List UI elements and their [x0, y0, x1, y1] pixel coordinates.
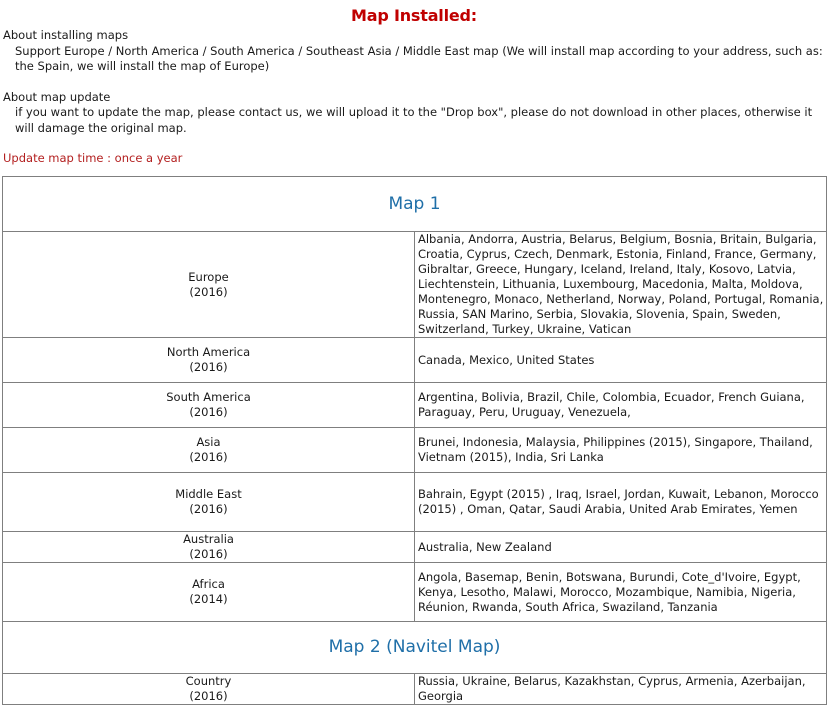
region-name: North America: [166, 345, 251, 359]
intro-section: [0, 28, 828, 167]
page-title: Map Installed:: [351, 6, 477, 25]
table-row: [3, 232, 827, 338]
region-year: (2016): [189, 360, 228, 374]
update-time: Update map time : once a year: [3, 151, 183, 165]
installing-text: Support Europe / North America / South America / Southeast Asia / Middle East map (We will install map according to your address, such as: the Spain, we will install the map of Europe): [15, 43, 823, 73]
table-row: [3, 563, 827, 622]
region-year: (2016): [189, 284, 228, 299]
table-row: [3, 338, 827, 383]
region-year: (2016): [189, 502, 228, 516]
update-heading: About map update: [3, 89, 111, 104]
region-name: Asia: [196, 435, 221, 449]
region-name: Country: [185, 674, 232, 688]
countries-cell: Australia, New Zealand: [415, 532, 827, 563]
region-name: Middle East: [175, 487, 242, 501]
region-cell: [3, 674, 415, 705]
countries-cell: Canada, Mexico, United States: [415, 338, 827, 383]
map-table: [2, 176, 827, 705]
region-cell: [3, 473, 415, 532]
region-cell: [3, 232, 415, 338]
region-name: Australia: [183, 532, 234, 546]
installing-heading: About installing maps: [3, 28, 129, 42]
region-year: (2016): [189, 547, 228, 561]
region-name: Europe: [188, 269, 229, 284]
region-year: (2016): [189, 689, 228, 703]
region-cell: [3, 532, 415, 563]
region-cell: [3, 383, 415, 428]
region-cell: [3, 338, 415, 383]
table-row: [3, 674, 827, 705]
update-text: if you want to update the map, please contact us, we will upload it to the "Drop box", please do not download in other places, otherwise it will damage the original map.: [15, 105, 813, 135]
table-row: [3, 428, 827, 473]
table-row: [3, 383, 827, 428]
countries-cell: Argentina, Bolivia, Brazil, Chile, Colombia, Ecuador, French Guiana, Paraguay, Peru, Uruguay, Venezuela,: [415, 383, 827, 428]
map2-title: Map 2 (Navitel Map): [3, 622, 827, 674]
countries-cell: Bahrain, Egypt (2015) , Iraq, Israel, Jordan, Kuwait, Lebanon, Morocco (2015) , Oman, Qatar, Saudi Arabia, United Arab Emirates, Yemen: [415, 473, 827, 532]
table-row: [3, 532, 827, 563]
region-year: (2014): [189, 592, 228, 606]
countries-cell: Angola, Basemap, Benin, Botswana, Burundi, Cote_d'Ivoire, Egypt, Kenya, Lesotho, Malawi, Morocco, Mozambique, Namibia, Nigeria, Réunion, Rwanda, South Africa, Swaziland, Tanzania: [415, 563, 827, 622]
countries-cell: Russia, Ukraine, Belarus, Kazakhstan, Cyprus, Armenia, Azerbaijan, Georgia: [415, 674, 827, 705]
region-cell: [3, 428, 415, 473]
countries-cell: Brunei, Indonesia, Malaysia, Philippines (2015), Singapore, Thailand, Vietnam (2015), India, Sri Lanka: [415, 428, 827, 473]
region-cell: [3, 563, 415, 622]
region-year: (2016): [189, 450, 228, 464]
map1-title: Map 1: [3, 177, 827, 232]
countries-cell: Albania, Andorra, Austria, Belarus, Belgium, Bosnia, Britain, Bulgaria, Croatia, Cyprus, Czech, Denmark, Estonia, Finland, France, Germany, Gibraltar, Greece, Hungary, Iceland, Ireland, Italy, Kosovo, Latvia, Liechtenstein, Lithuania, Luxembourg, Macedonia, Malta, Moldova, Montenegro, Monaco, Netherland, Norway, Poland, Portugal, Romania, Russia, SAN Marino, Serbia, Slovakia, Slovenia, Spain, Sweden, Switzerland, Turkey, Ukraine, Vatican: [415, 232, 827, 338]
table-row: [3, 473, 827, 532]
region-year: (2016): [189, 405, 228, 419]
region-name: South America: [166, 390, 251, 404]
region-name: Africa: [192, 577, 225, 591]
